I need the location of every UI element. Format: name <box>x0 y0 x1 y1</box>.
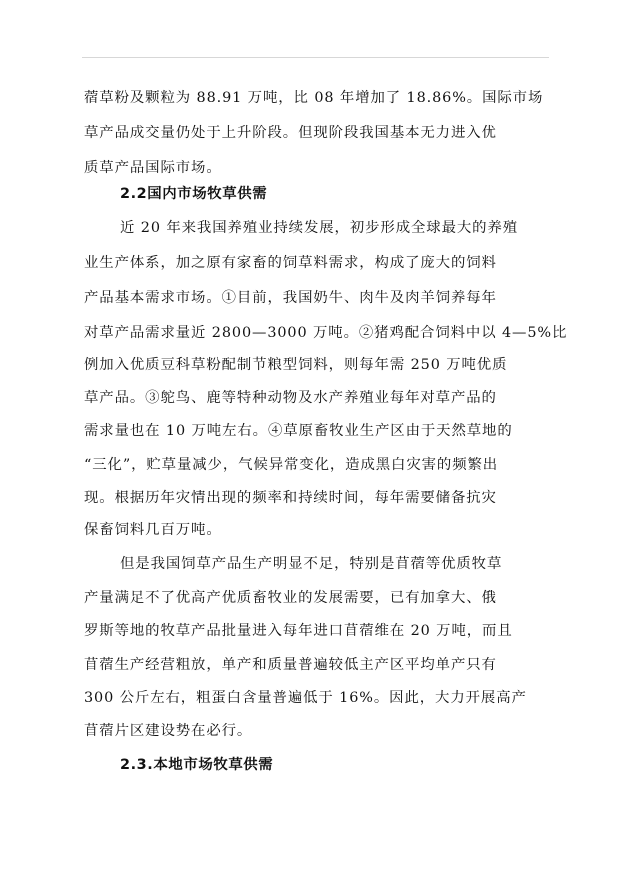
text-line: 但是我国饲草产品生产明显不足，特别是苜蓿等优质牧草 <box>120 556 503 572</box>
text-line: 苜蓿片区建设势在必行。 <box>84 723 253 739</box>
text-line: 对草产品需求量近 2800—3000 万吨。②猪鸡配合饲料中以 4—5%比 <box>84 325 568 341</box>
text-line: 现。根据历年灾情出现的频率和持续时间，每年需要储备抗灾 <box>84 490 497 506</box>
section-heading: 2.3.本地市场牧草供需 <box>120 757 274 773</box>
header-rule <box>82 57 549 58</box>
text-line: “三化”，贮草量减少，气候异常变化，造成黑白灾害的频繁出 <box>84 457 499 473</box>
text-line: 产品基本需求市场。①目前，我国奶牛、肉牛及肉羊饲养每年 <box>84 290 497 306</box>
text-line: 近 20 年来我国养殖业持续发展，初步形成全球最大的养殖 <box>120 220 519 236</box>
text-line: 草产品。③鸵鸟、鹿等特种动物及水产养殖业每年对草产品的 <box>84 390 497 406</box>
text-line: 产量满足不了优高产优质畜牧业的发展需要，已有加拿大、俄 <box>84 590 497 606</box>
text-line: 例加入优质豆科草粉配制节粮型饲料，则每年需 250 万吨优质 <box>84 357 508 373</box>
text-line: 罗斯等地的牧草产品批量进入每年进口苜蓿维在 20 万吨，而且 <box>84 623 513 639</box>
text-line: 草产品成交量仍处于上升阶段。但现阶段我国基本无力进入优 <box>84 125 497 141</box>
section-heading: 2.2国内市场牧草供需 <box>120 186 268 202</box>
text-line: 苜蓿生产经营粗放，单产和质量普遍较低主产区平均单产只有 <box>84 657 497 673</box>
text-line: 业生产体系，加之原有家畜的饲草料需求，构成了庞大的饲料 <box>84 255 497 271</box>
text-line: 需求量也在 10 万吨左右。④草原畜牧业生产区由于天然草地的 <box>84 423 513 439</box>
text-line: 质草产品国际市场。 <box>84 160 222 176</box>
text-line: 300 公斤左右，粗蛋白含量普遍低于 16%。因此，大力开展高产 <box>84 690 527 706</box>
text-line: 保畜饲料几百万吨。 <box>84 522 222 538</box>
text-line: 蓿草粉及颗粒为 88.91 万吨，比 08 年增加了 18.86%。国际市场 <box>84 90 544 106</box>
